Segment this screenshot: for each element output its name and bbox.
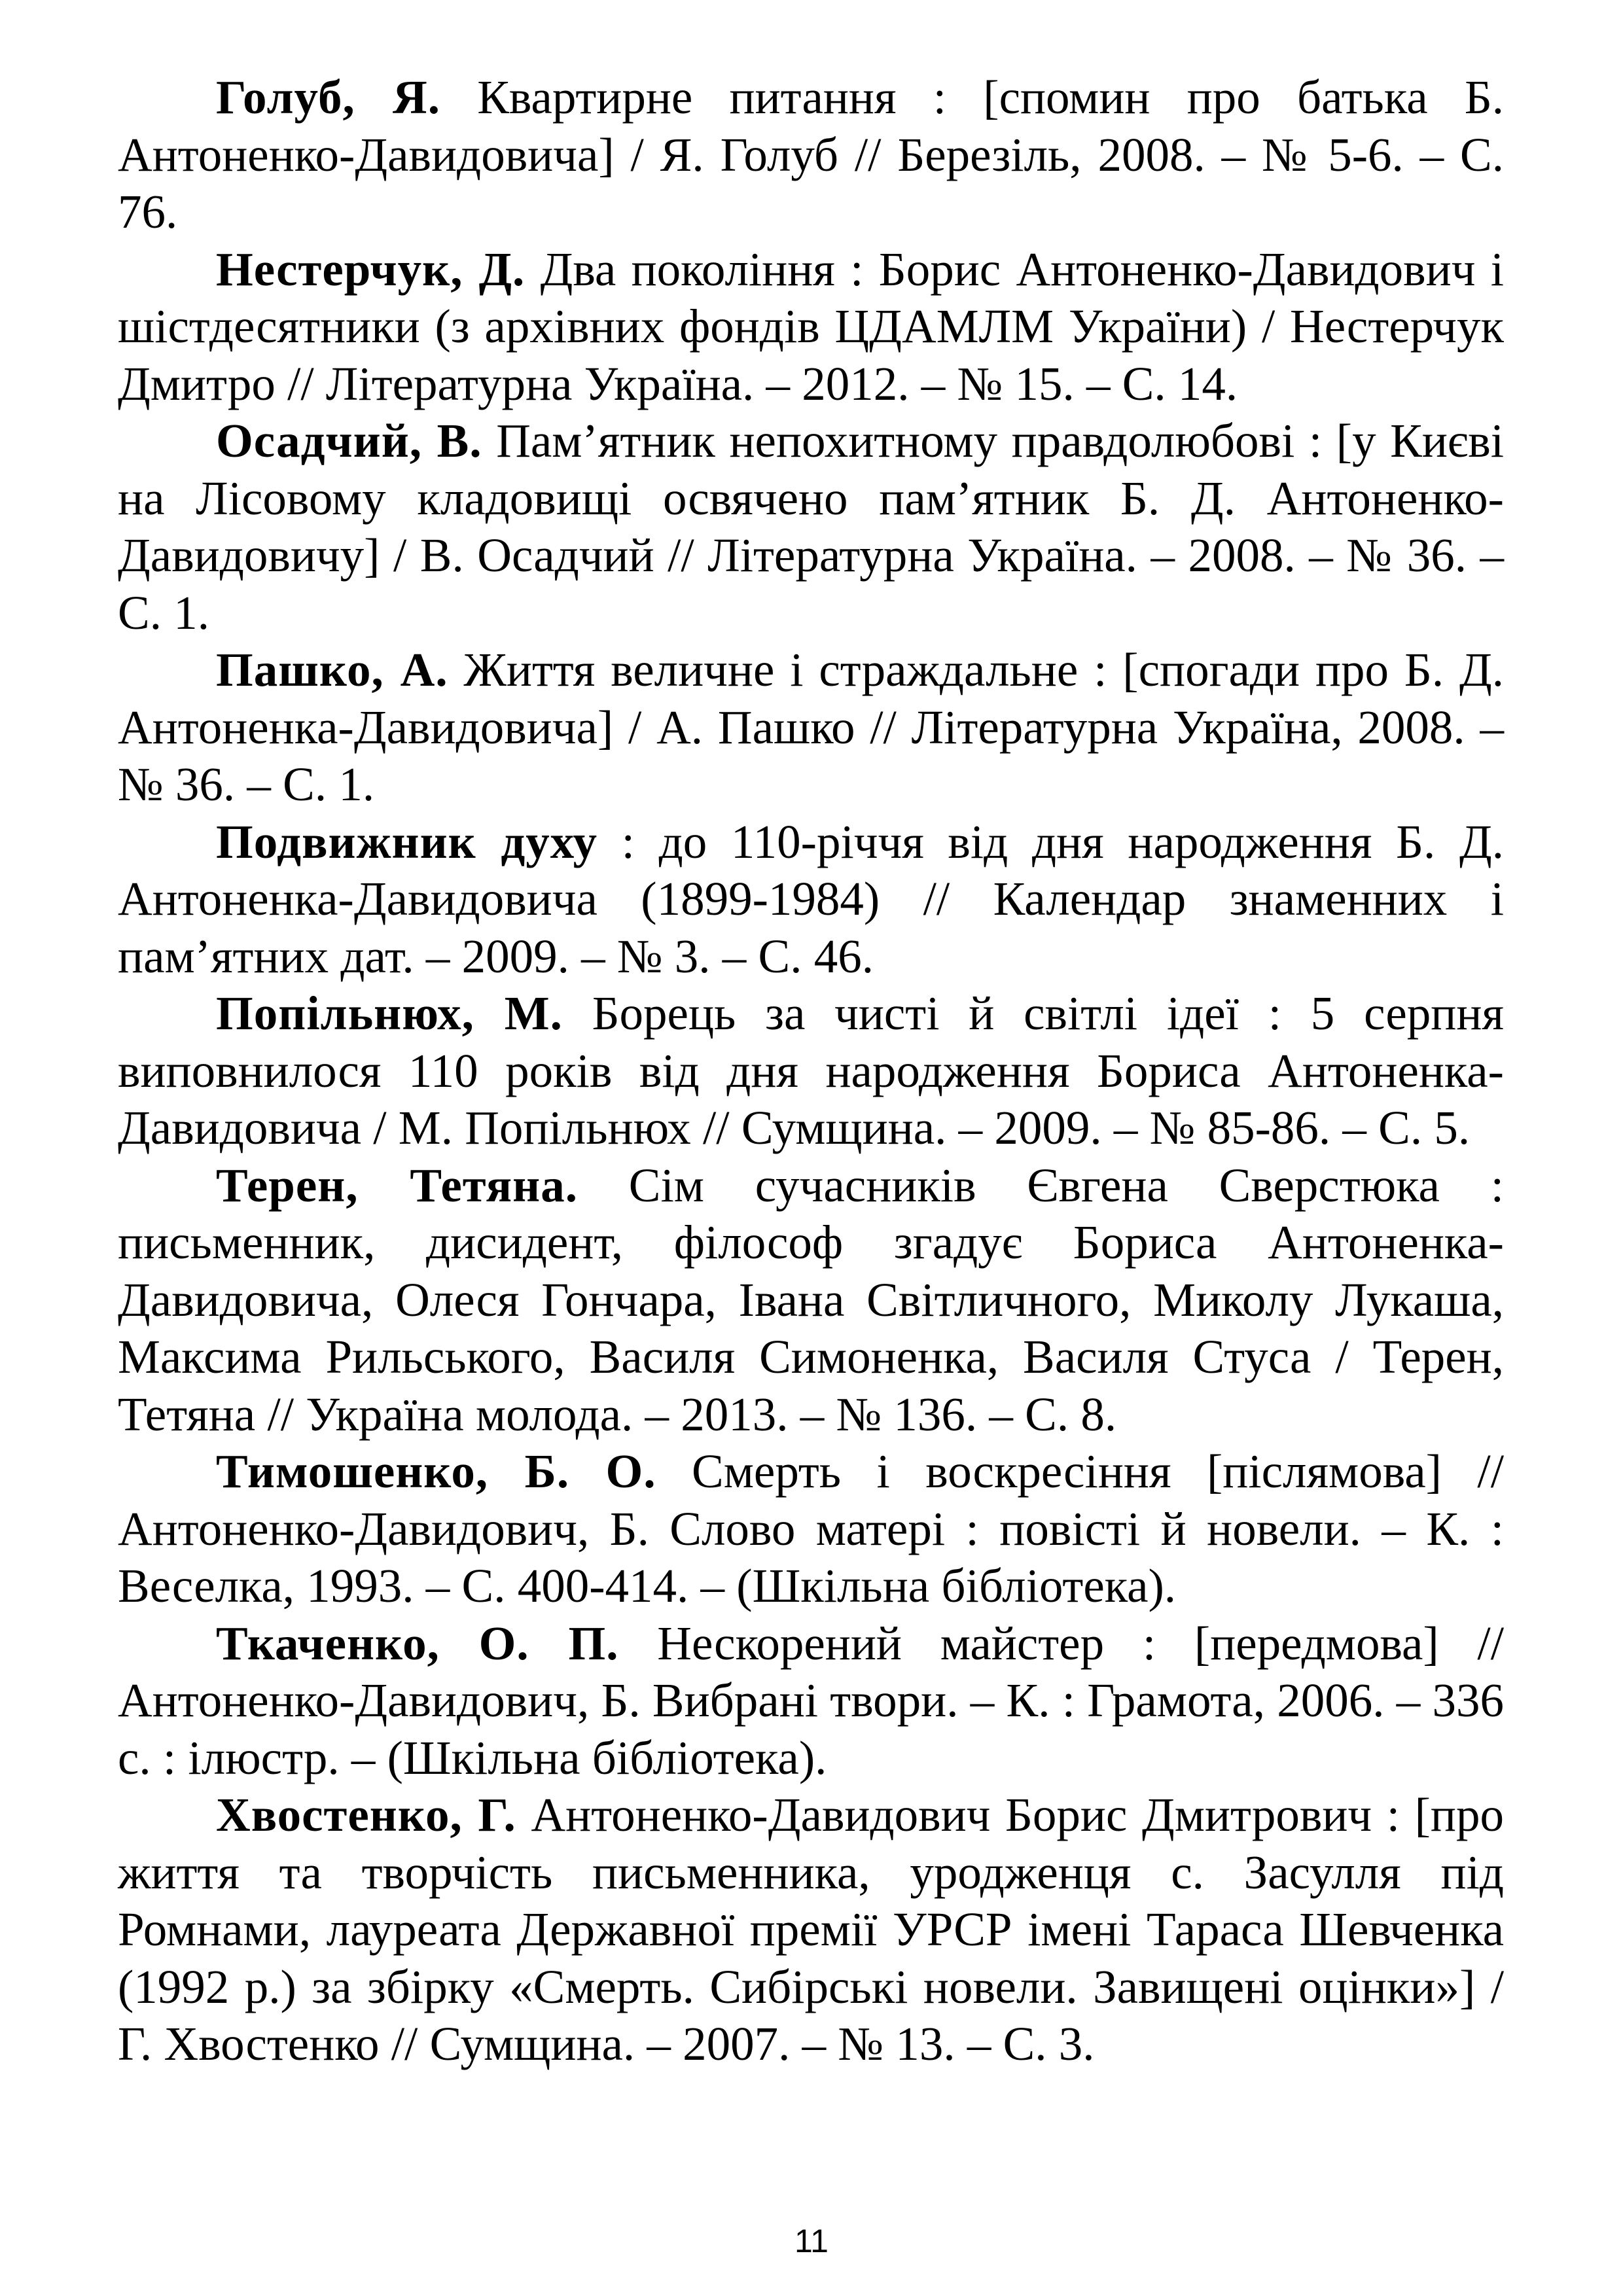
bibliography-entry <box>118 1615 1504 1787</box>
bibliography-entry <box>118 641 1504 813</box>
entry-author: Осадчий, В. <box>216 414 482 467</box>
entry-author: Попільнюх, М. <box>216 987 563 1040</box>
entry-author: Тимошенко, Б. О. <box>216 1445 656 1498</box>
entry-description: : до 110-річчя від дня народження Б. Д. Антоненка-Давидовича (1899-1984) // Календар знаменних і пам’ятних дат. – 2009. – № 3. – С. 46. <box>118 815 1505 983</box>
bibliography-entry <box>118 241 1504 413</box>
bibliography-entry <box>118 1443 1504 1615</box>
entry-author: Ткаченко, О. П. <box>216 1616 619 1670</box>
bibliography-entry <box>118 1786 1504 2073</box>
entry-author: Подвижник духу <box>216 815 598 868</box>
entry-description: Нескорений майстер : [передмова] // Антоненко-Давидович, Б. Вибрані твори. – К. : Грамота, 2006. – 336 с. : ілюстр. – (Шкільна бібліотека). <box>118 1616 1504 1784</box>
entry-description: Два покоління : Борис Антоненко-Давидович і шістдесятники (з архівних фондів ЦДАМЛМ України) / Нестерчук Дмитро // Літературна Україна. – 2012. – № 15. – С. 14. <box>118 242 1504 410</box>
entry-description: Пам’ятник непохитному правдолюбові : [у Києві на Лісовому кладовищі освячено пам’ятник Б. Д. Антоненко-Давидовичу] / В. Осадчий // Літературна Україна. – 2008. – № 36. – С. 1. <box>118 414 1505 639</box>
entry-description: Борець за чисті й світлі ідеї : 5 серпня виповнилося 110 років від дня народження Бориса Антоненка-Давидовича / М. Попільнюх // Сумщина. – 2009. – № 85-86. – С. 5. <box>118 987 1504 1154</box>
entry-description: Квартирне питання : [спомин про батька Б. Антоненко-Давидовича] / Я. Голуб // Березіль, 2008. – № 5-6. – С. 76. <box>118 71 1504 238</box>
entry-author: Пашко, А. <box>216 643 448 696</box>
page-number: 11 <box>794 2223 829 2259</box>
bibliography-page <box>118 69 1504 2073</box>
bibliography-entry <box>118 813 1504 985</box>
entry-description: Антоненко-Давидович Борис Дмитрович : [про життя та творчість письменника, уродженця с. Засулля під Ромнами, лауреата Державної премії УРСР імені Тараса Шевченка (1992 р.) за збірку «Смерть. Сибірські новели. Завищені оцінки»] / Г. Хвостенко // Сумщина. – 2007. – № 13. – С. 3. <box>118 1788 1504 2070</box>
entry-description: Сім сучасників Євгена Сверстюка : письменник, дисидент, філософ згадує Бориса Антоненка-Давидовича, Олеся Гончара, Івана Світличного, Миколу Лукаша, Максима Рильського, Василя Симоненка, Василя Стуса / Терен, Тетяна // Україна молода. – 2013. – № 136. – С. 8. <box>118 1158 1504 1441</box>
entry-author: Хвостенко, Г. <box>216 1788 516 1841</box>
bibliography-entry <box>118 69 1504 241</box>
entry-description: Життя величне і страждальне : [спогади про Б. Д. Антоненка-Давидовича] / А. Пашко // Літературна Україна, 2008. – № 36. – С. 1. <box>118 643 1504 811</box>
entry-author: Нестерчук, Д. <box>216 242 526 296</box>
entry-description: Смерть і воскресіння [післямова] // Антоненко-Давидович, Б. Слово матері : повісті й новели. – К. : Веселка, 1993. – С. 400-414. – (Шкільна бібліотека). <box>118 1445 1504 1612</box>
entry-author: Терен, Тетяна. <box>216 1158 578 1212</box>
bibliography-entry <box>118 985 1504 1157</box>
bibliography-entry <box>118 1157 1504 1443</box>
entry-author: Голуб, Я. <box>216 71 440 124</box>
bibliography-entry <box>118 412 1504 641</box>
